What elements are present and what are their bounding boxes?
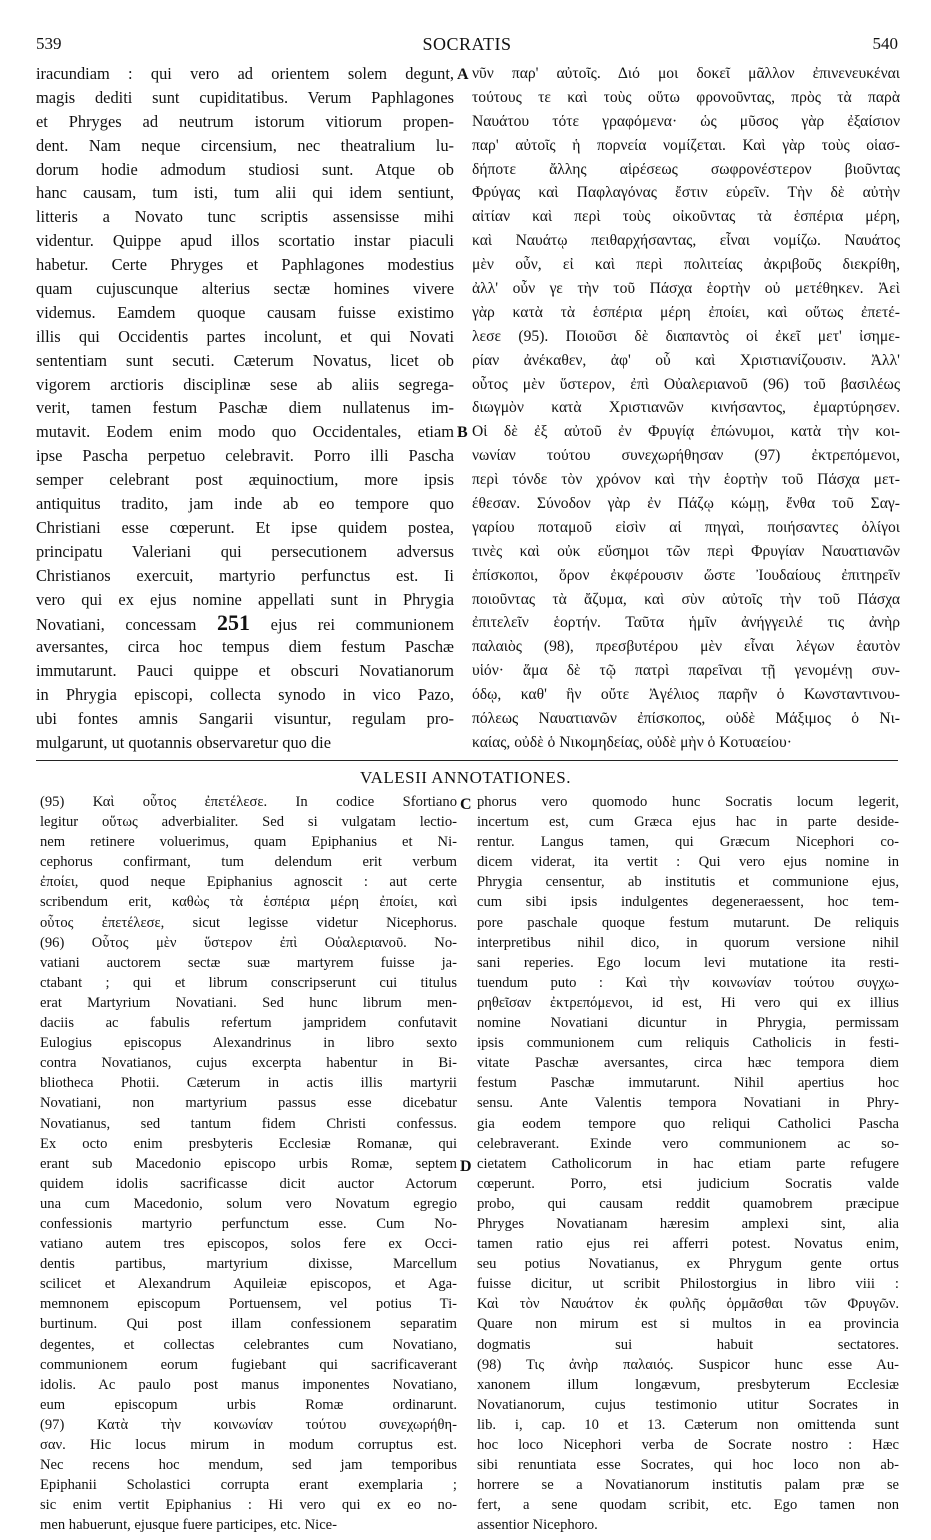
annotation-line: cietatem Catholicorum in hac etiam parte refugere: [477, 1155, 899, 1172]
latin-text-line: hanc causam, tum isti, tum alii qui idem sentiunt,: [36, 183, 454, 203]
annotation-line: sibi renuntiata esse Socrates, qui hoc loco non ab-: [477, 1457, 899, 1474]
greek-text-line: Φρύγας καὶ Παφλαγόνας ἔστιν εὑρεῖν. Τὴν δὲ αὐτὴν: [472, 184, 900, 202]
annotations-left-column: [40, 792, 457, 1535]
greek-text-line: παρ' αὐτοῖς ἡ πορνεία νομίζεται. Καὶ γὰρ τοὺς οἱασ-: [472, 136, 900, 154]
latin-text-line: et Phryges ad neutrum istorum vitiorum propen-: [36, 111, 454, 131]
annotation-line: probo, qui causam reddit quamobrem præcipue: [477, 1195, 899, 1212]
latin-text-segment: ejus rei communionem: [250, 615, 454, 635]
annotation-line: Καὶ τὸν Ναυάτον ἐκ φυλῆς ὁρμᾶσθαι τῶν Φρυγῶν.: [477, 1296, 899, 1313]
left-page-number: 539: [36, 34, 62, 53]
annotations-right-column: [477, 792, 899, 1535]
annotation-line: dicem viderat, ita vertit : Qui vero ejus nomine in: [477, 854, 899, 871]
annotation-line: pore paschale quoque festum mutarunt. De reliquis: [477, 914, 899, 931]
annotation-line: vitate Paschæ aversantes, circa hæc tempora diem: [477, 1055, 899, 1072]
annotation-line: interpretibus nihil dico, in quorum versione nihil: [477, 934, 899, 951]
annotation-line: fuisse dicitur, ut scribit Philostorgius in libro viii :: [477, 1276, 899, 1293]
annotation-line: daciis ac fabulis refertum jampridem confutavit: [40, 1015, 457, 1032]
latin-text-line: habetur. Certe Phryges et Paphlagones modestius: [36, 255, 454, 275]
annotation-line: vatiani auctorem sectæ suæ martyrem fuisse ja-: [40, 954, 457, 971]
annotation-line: erant sub Macedonio episcopo urbis Romæ, septem: [40, 1155, 457, 1172]
running-header: [36, 34, 898, 58]
annotation-line: degentes, et collectas celebrantes cum Novatiano,: [40, 1336, 457, 1353]
latin-text-line: mulgarunt, ut quotannis observaretur quo die: [36, 732, 331, 752]
greek-text-line: καίας, οὐδὲ ὁ Νικομηδείας, οὐδὲ μὴν ὁ Κοτυαείου·: [472, 733, 792, 751]
annotation-line: quidem idolis sacrificasse dicit auctor Actorum: [40, 1175, 457, 1192]
latin-text-line: quam cujuscunque alterius sectæ homines vivere: [36, 279, 454, 299]
latin-text-line: antiquitus tradito, jam inde ab eo tempore quo: [36, 494, 454, 514]
annotation-line: Novatiani, non martyrium passus esse dicebatur: [40, 1095, 457, 1112]
greek-text-line: υἱόν· ἅμα δὲ τῷ πατρὶ παρεῖναι τῇ γενομένῃ συν-: [472, 662, 900, 680]
greek-text-line: δήποτε ἄλλης αἱρέσεως σωφρονέστερον βιοῦντας: [472, 160, 900, 178]
greek-text-line: ποιοῦντας τὰ ἄζυμα, καὶ σὺν αὐτοῖς τὴν τοῦ Πάσχα: [472, 590, 900, 608]
greek-text-line: γαρίου ποταμοῦ εἰσὶν αἱ πηγαὶ, ποιήσαντες ὀλίγοι: [472, 518, 900, 536]
annotation-line: tamen ratio ejus rei afferri potest. Novatus enim,: [477, 1236, 899, 1253]
annotation-line: vatiano autem tres episcopos, solos fere ex Occi-: [40, 1236, 457, 1253]
annotation-line: sic enim vertit Epiphanius : Hi vero qui ex eo no-: [40, 1497, 457, 1514]
latin-text-segment: Novatiani, concessam: [36, 615, 218, 635]
latin-text-line: dent. Nam neque circensium, nec theatralium lu-: [36, 135, 454, 155]
latin-text-line: vero qui ex ejus nomine appellati sunt in Phrygia: [36, 589, 454, 609]
greek-text-line: καὶ Ναυάτῳ πειθαρχήσαντας, εἶναι νομίζω. Ναυάτος: [472, 232, 900, 250]
latin-text-line: videmus. Eamdem quoque causam fuisse existimo: [36, 302, 454, 322]
section-divider: [36, 760, 898, 761]
annotation-line: xanonem illum longævum, presbyterum Ecclesiæ: [477, 1376, 899, 1393]
annotation-line: cœperunt. Porro, etsi judicium Socratis valde: [477, 1175, 899, 1192]
annotation-line: men habuerunt, ejusque fuere participes, etc. Nice-: [40, 1517, 338, 1534]
annotation-line: cum sibi ipsis indulgentes degeneraessent, hoc tem-: [477, 894, 899, 911]
annotation-line: cephorus confirmant, tum delendum erit verbum: [40, 854, 457, 871]
annotations-title: VALESII ANNOTATIONES.: [360, 768, 571, 787]
greek-text-line: Οἱ δὲ ἐξ αὐτοῦ ἐν Φρυγίᾳ ἐπώνυμοι, κατὰ τὴν κοι-: [472, 423, 900, 441]
latin-text-line: sententiam sunt secuti. Cæterum Novatus, licet ob: [36, 350, 454, 370]
latin-text-line: iracundiam : qui vero ad orientem solem degunt,: [36, 64, 454, 83]
annotation-line: incertum est, cum Græca ejus hac in parte deside-: [477, 814, 899, 831]
latin-text-line: ipse Pascha perpetuo celebravit. Porro illi Pascha: [36, 446, 454, 466]
annotation-line: tuendum puto : Καὶ τὴν κοινωνίαν τούτου συγχω-: [477, 974, 899, 991]
annotation-line: sani reperies. Ego locum levi mutatione ita resti-: [477, 954, 899, 971]
latin-text-line: mutavit. Eodem enim modo quo Occidentales, etiam: [36, 422, 454, 442]
greek-text-line: μὲν οὖν, εἰ καὶ περὶ πολιτείας ἀκριβοῦς διεκρίθη,: [472, 256, 900, 274]
annotation-line: eum episcopum urbis Romæ ordinarunt.: [40, 1396, 457, 1413]
greek-text-line: νῦν παρ' αὐτοῖς. Διό μοι δοκεῖ μᾶλλον ἐπινενευκέναι: [472, 65, 900, 82]
annotation-line: (98) Τις ἀνὴρ παλαιός. Suspicor hunc esse Au-: [477, 1356, 899, 1373]
annotation-line: communionem eorum fugiebant qui sacrificaverant: [40, 1356, 457, 1373]
annotation-line: Novatianorum, cujus testimonio utitur Socrates in: [477, 1396, 899, 1413]
latin-text-line: litteris a Novato tunc scriptis assensisse mihi: [36, 207, 454, 227]
annotation-line: ctabant ; qui et librum conscripserunt cui titulus: [40, 974, 457, 991]
greek-text-line: έθεσαν. Σύνοδον γὰρ ἐν Πάζῳ κώμῃ, ἔνθα τοῦ Σαγ-: [472, 495, 900, 513]
inline-page-number: 251: [217, 611, 251, 636]
greek-text-line: περὶ τόνδε τὸν χρόνον καὶ τὴν ἑορτὴν τοῦ Πάσχα μετ-: [472, 471, 900, 489]
greek-text-line: ἐπιτελεῖν ἑορτήν. Ταῦτα ἡμῖν ἀνήγγειλέ τις ἀνὴρ: [472, 614, 900, 632]
greek-text-line: Ναυάτου τότε γραφόμενα· ὡς μῦσος γὰρ ἐξαίσιον: [472, 112, 900, 130]
latin-text-line: aversantes, circa hoc tempus diem festum Paschæ: [36, 637, 454, 657]
annotation-line: bliotheca Photii. Cæterum in actis illis martyrii: [40, 1075, 457, 1092]
margin-letter-c: C: [460, 796, 472, 813]
latin-text-line: illis qui Occidentis partes incolunt, et qui Novati: [36, 326, 454, 346]
annotation-line: memnonem episcopum Portuensem, vel potius Ti-: [40, 1296, 457, 1313]
annotation-line: assentior Nicephoro.: [477, 1517, 598, 1534]
annotation-line: horrere se a Novatianorum institutis palam præ se: [477, 1477, 899, 1494]
annotation-line: legitur οὕτως adverbialiter. Sed si vulgatam lectio-: [40, 814, 457, 831]
annotation-line: celebraverant. Exinde vero communionem ac so-: [477, 1135, 899, 1152]
annotation-line: idolis. Ac paulo post manus imponentes Novatiano,: [40, 1376, 457, 1393]
annotation-line: una cum Macedonio, solum vero Novatum egregio: [40, 1195, 457, 1212]
annotation-line: Phryges Novatianam hæresim amplexi sint, alia: [477, 1215, 899, 1232]
annotation-line: dentis partibus, martyrium dixisse, Marcellum: [40, 1256, 457, 1273]
greek-text-line: πόλεως Ναυατιανῶν ἐπίσκοπος, οὐδὲ Μάξιμος ὁ Νι-: [472, 710, 900, 728]
latin-text-line: dorum hodie admodum studiosi sunt. Atque ob: [36, 159, 454, 179]
annotation-line: scribendum erit, καθὼς τὰ ἑσπέρια μέρη ἐποίει, καὶ: [40, 894, 457, 911]
annotation-line: nomine Novatiani dicuntur in Phrygia, permissam: [477, 1015, 899, 1032]
greek-text-column: [472, 62, 900, 755]
annotation-line: Eulogius episcopus Alexandrinus in libro sexto: [40, 1035, 457, 1052]
latin-text-line: Christiani esse cœperunt. Et ipse quidem postea,: [36, 517, 454, 537]
annotation-line: Nec recens hoc mendum, sed jam temporibus: [40, 1457, 457, 1474]
greek-text-line: οὗτος μὲν ὕστερον, ἐπὶ Οὐαλεριανοῦ (96) τοῦ βασιλέως: [472, 375, 900, 393]
margin-letter-a: A: [457, 66, 469, 83]
annotation-line: hoc loco Nicephori verba de Socrate nostro : Hæc: [477, 1437, 899, 1453]
greek-text-line: νωνίαν τούτου συνεχωρήθησαν (97) ἐκτρεπόμενοι,: [472, 447, 900, 465]
annotation-line: (96) Οὗτος μὲν ὕστερον ἐπὶ Οὐαλεριανοῦ. No-: [40, 934, 457, 951]
greek-text-line: ἐπίσκοποι, ὅρον ἐκφέρουσιν ὥστε Ἰουδαίους ἐπιτηρεῖν: [472, 566, 900, 584]
latin-text-line: magis dediti sunt cupiditatibus. Verum Paphlagones: [36, 87, 454, 107]
greek-text-line: τινὲς καὶ οὐκ εὔσημοι τῶν περὶ Φρυγίαν Ναυατιανῶν: [472, 542, 900, 560]
annotation-line: Novatianus, sed tantum fidem Christi confessus.: [40, 1115, 457, 1132]
annotation-line: confessionis martyrio perfunctum esse. Cum No-: [40, 1215, 457, 1232]
annotation-line: οὗτος ἐπετέλεσε, sicut legisse videtur Nicephorus.: [40, 914, 457, 931]
annotation-line: dogmatis sui habuit sectatores.: [477, 1336, 899, 1353]
latin-translation-column: [36, 62, 454, 755]
annotation-line: seu potius Novatianus, ex Phrygum gente ortus: [477, 1256, 899, 1273]
latin-text-line: vigorem arctioris disciplinæ sese ab aliis segrega-: [36, 374, 454, 394]
margin-letter-d: D: [460, 1158, 472, 1175]
annotation-line: burtinum. Qui post illam confessionem separatim: [40, 1316, 457, 1333]
running-title: SOCRATIS: [422, 34, 512, 54]
annotation-line: ρηθεῖσαν ἐκτρεπόμενοι, id est, Hi vero qui ex illius: [477, 994, 899, 1011]
greek-text-line: ρίαν ἀνέκαθεν, ἀφ' οὗ καὶ Χριστιανίζουσιν. Ἀλλ': [472, 351, 900, 369]
greek-text-line: παλαιὸς (98), πρεσβυτέρου μὲν εἶναι λέγων ἑαυτὸν: [472, 638, 900, 656]
annotation-line: contra Novatianos, cujus excerpta habentur in Bi-: [40, 1055, 457, 1072]
latin-text-line: verit, tamen festum Paschæ diem nullatenus im-: [36, 398, 454, 418]
greek-text-line: γὰρ κατὰ τὰ ἑσπέρια μέρη ἐποίει, καὶ οὕτως ἐπετέ-: [472, 303, 900, 321]
greek-text-line: αἰτίαν καὶ περὶ τοὺς οἰκοῦντας τὰ ἑσπέρια μέρη,: [472, 208, 900, 226]
annotation-line: Quare non mirum est si multos in ea provincia: [477, 1316, 899, 1333]
annotation-line: Epiphanii Scholastici corrupta erant exemplaria ;: [40, 1477, 457, 1494]
annotation-line: gia eodem tempore quo reliqui Catholici Pascha: [477, 1115, 899, 1132]
greek-text-line: όδῳ, καθ' ἣν οὔτε Ἀγέλιος παρῆν ὁ Κωνσταντινου-: [472, 686, 900, 704]
annotation-line: scilicet et Alexandrum Aquileiæ episcopos, et Aga-: [40, 1276, 457, 1293]
latin-text-line: semper celebrant post æquinoctium, more ipsis: [36, 470, 454, 490]
latin-text-line: in Phrygia episcopi, collecta synodo in vico Pazo,: [36, 685, 454, 705]
latin-text-line: ubi fontes amnis Sangarii visuntur, regulam pro-: [36, 709, 454, 729]
annotation-line: rentur. Langus tamen, qui Græcum Nicephori co-: [477, 834, 899, 851]
annotation-line: lib. i, cap. 10 et 13. Cæterum non omittenda sunt: [477, 1416, 899, 1433]
latin-text-line: videntur. Quippe apud illos scortatio instar piaculi: [36, 231, 454, 251]
greek-text-line: διωγμὸν κατὰ Χριστιανῶν κινήσαντος, ἐμαρτύρησεν.: [472, 399, 900, 417]
greek-text-line: ἀλλ' οὖν γε τὴν τοῦ Πάσχα ἑορτὴν οὐ μετέθηκεν. Ἀεὶ: [472, 280, 900, 298]
annotation-line: Phrygia censentur, ab institutis et communione ejus,: [477, 874, 899, 891]
greek-text-line: λεσε (95). Ποιοῦσι δὲ διαπαντὸς οἱ ἐκεῖ μετ' ἰσημε-: [472, 327, 900, 345]
annotation-line: erat Martyrium Novatiani. Sed hunc librum men-: [40, 994, 457, 1011]
latin-text-line: Christianos exercuit, martyrio perfunctus est. Ii: [36, 565, 454, 585]
annotation-line: σαν. Hic locus mirum in modum corruptus est.: [40, 1437, 457, 1453]
greek-text-line: τούτους τε καὶ τοὺς οὕτω φρονοῦντας, πρὸς τὰ παρὰ: [472, 88, 900, 106]
annotation-line: nem retinere voluerimus, quam Epiphanius et Ni-: [40, 834, 457, 851]
latin-text-line: principatu Valeriani qui persecutionem adversus: [36, 541, 454, 561]
right-page-number: 540: [872, 34, 898, 53]
annotation-line: fert, a sene quodam scribit, etc. Ego tamen non: [477, 1497, 899, 1514]
margin-letter-b: B: [457, 424, 468, 441]
annotation-line: festum Paschæ immutarunt. Nihil apertius hoc: [477, 1075, 899, 1092]
annotation-line: ipsis communionem cum reliquis Catholicis in festi-: [477, 1035, 899, 1052]
annotation-line: (95) Καὶ οὗτος ἐπετέλεσε. In codice Sfortiano: [40, 794, 457, 810]
latin-text-line: [36, 611, 454, 635]
annotation-line: Ex octo enim presbyteris Ecclesiæ Romanæ, qui: [40, 1135, 457, 1152]
annotation-line: phorus vero quomodo hunc Socratis locum legerit,: [477, 794, 899, 810]
annotation-line: (97) Κατὰ τὴν κοινωνίαν τούτου συνεχωρήθη-: [40, 1416, 457, 1433]
latin-text-line: immutarunt. Pauci quippe et obscuri Novatianorum: [36, 661, 454, 681]
annotation-line: ἐποίει, quod neque Epiphanius agnoscit : aut certe: [40, 874, 457, 891]
annotation-line: sensu. Ante Valentis tempora Novatiani in Phry-: [477, 1095, 899, 1112]
